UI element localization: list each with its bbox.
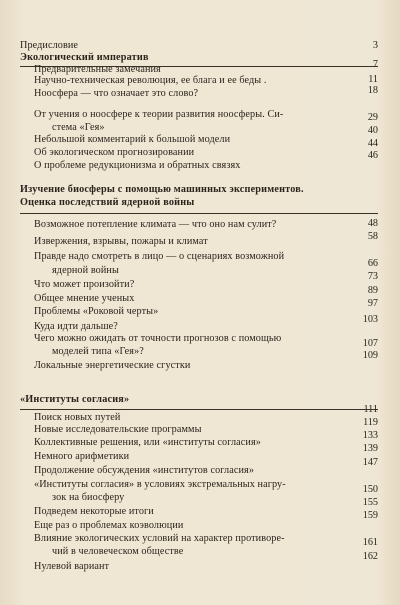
page-number: 150	[362, 484, 378, 495]
section-title: Экологический императив	[20, 52, 149, 63]
toc-entry: Подведем некоторые итоги	[34, 506, 154, 517]
page-number: 119	[363, 417, 378, 428]
toc-entry: Куда идти дальше?	[34, 321, 118, 332]
toc-entry-continued: ядерной войны	[52, 265, 119, 276]
page-number: 29	[367, 112, 378, 123]
page-number: 97	[367, 298, 378, 309]
page-number: 155	[362, 497, 378, 508]
toc-entry: О проблеме редукционизма и обратных связях	[34, 160, 241, 171]
toc-entry: Локальные энергетические сгустки	[34, 360, 191, 371]
page-number: 111	[363, 404, 378, 415]
toc-entry: Чего можно ожидать от точности прогнозов с помощью	[34, 333, 282, 344]
page-number: 40	[367, 125, 378, 136]
page-number: 162	[362, 551, 378, 562]
toc-entry: Научно-техническая революция, ее блага и ее беды .	[34, 75, 267, 86]
page-number: 109	[362, 350, 378, 361]
toc-entry: Небольшой комментарий к большой модели	[34, 134, 231, 145]
section-rule	[20, 409, 378, 410]
toc-entry: Возможное потепление климата — что оно нам сулит?	[34, 219, 277, 230]
toc-entry: Поиск новых путей	[34, 412, 121, 423]
page-number: 48	[367, 218, 378, 229]
page-number: 73	[367, 271, 378, 282]
toc-entry: Предварительные замечания	[34, 64, 161, 75]
section-title: Изучение биосферы с помощью машинных экспериментов.	[20, 184, 304, 195]
page-number: 103	[362, 314, 378, 325]
page-number: 7	[372, 59, 378, 70]
intro-page: 3	[372, 40, 378, 51]
page-number: 107	[362, 338, 378, 349]
toc-entry: Правде надо смотреть в лицо — о сценариях возможной	[34, 251, 285, 262]
toc-entry-continued: моделей типа «Гея»?	[52, 346, 144, 357]
section-rule	[20, 213, 378, 214]
toc-entry: Влияние экологических условий на характер противоре-	[34, 533, 285, 544]
toc-entry-continued: зок на биосферу	[52, 492, 125, 503]
toc-entry: Продолжение обсуждения «институтов согласия»	[34, 465, 255, 476]
page-number: 11	[368, 74, 378, 85]
toc-entry: Что может произойти?	[34, 279, 135, 290]
toc-entry: Общее мнение ученых	[34, 293, 135, 304]
section-title: Оценка последствий ядерной войны	[20, 197, 195, 208]
toc-entry: Нулевой вариант	[34, 561, 110, 572]
section-title: «Институты согласия»	[20, 394, 130, 405]
page-number: 66	[367, 258, 378, 269]
toc-entry-continued: стема «Гея»	[52, 122, 105, 133]
page-number: 89	[367, 285, 378, 296]
page-number: 147	[362, 457, 378, 468]
toc-entry: Коллективные решения, или «институты согласия»	[34, 437, 261, 448]
page-number: 46	[367, 150, 378, 161]
toc-entry: Еще раз о проблемах коэволюции	[34, 520, 184, 531]
intro-title: Предисловие	[20, 40, 79, 51]
toc-entry: Извержения, взрывы, пожары и климат	[34, 236, 208, 247]
toc-entry-continued: чий в человеческом обществе	[52, 546, 184, 557]
page-number: 139	[362, 443, 378, 454]
toc-entry: Проблемы «Роковой черты»	[34, 306, 159, 317]
toc-entry: Об экологическом прогнозировании	[34, 147, 195, 158]
toc-entry: «Институты согласия» в условиях экстремальных нагру-	[34, 479, 286, 490]
page-number: 58	[367, 231, 378, 242]
page-number: 18	[367, 85, 378, 96]
page-number: 133	[362, 430, 378, 441]
page-number: 44	[367, 138, 378, 149]
toc-entry: Ноосфера — что означает это слово?	[34, 88, 199, 99]
toc-entry: Немного арифметики	[34, 451, 130, 462]
page-number: 161	[362, 537, 378, 548]
page-number: 159	[362, 510, 378, 521]
toc-entry: Новые исследовательские программы	[34, 424, 202, 435]
toc-entry: От учения о ноосфере к теории развития ноосферы. Си-	[34, 109, 284, 120]
